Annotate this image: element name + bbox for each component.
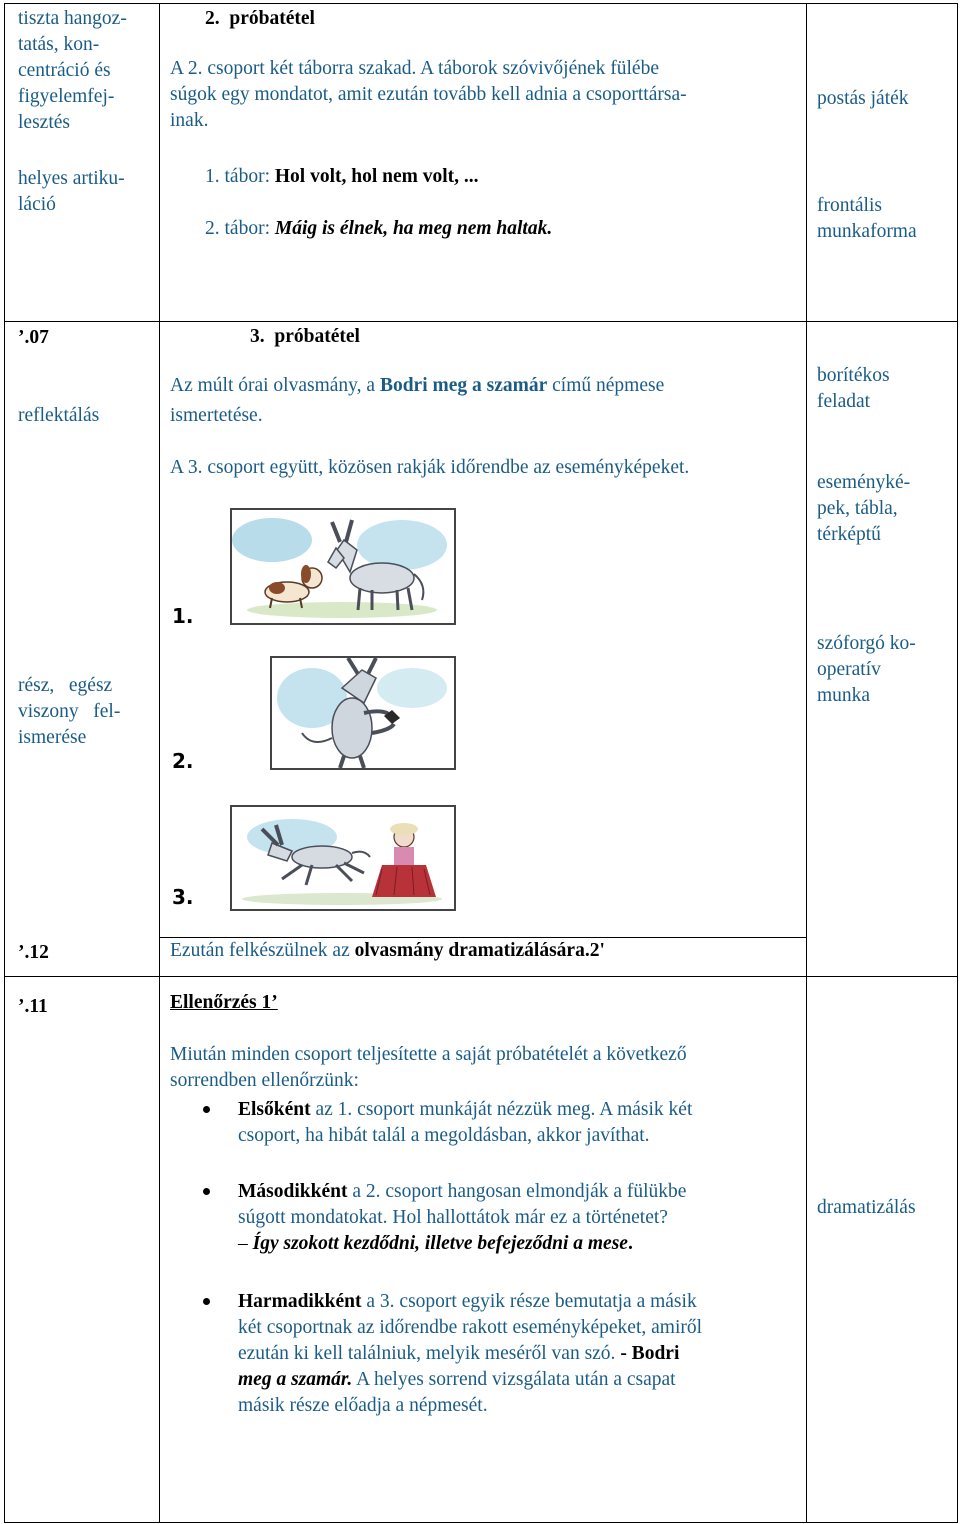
- check-heading: Ellenőrzés 1’: [170, 992, 278, 1013]
- picture-number-3: 3.: [172, 885, 194, 909]
- camp-1-sentence: 1. tábor: Hol volt, hol nem volt, ...: [205, 166, 479, 187]
- event-picture-2: [270, 656, 456, 770]
- skill-label-articulation: helyes artiku- láció: [18, 168, 125, 215]
- check-step-2: Másodikként a 2. csoport hangosan elmondják a fülükbe súgott mondatokat. Hol hallottátok már ez a történetet? – Így szokott kezdődni, illetve befejeződni a mese.: [238, 1181, 687, 1254]
- materials-list: eseményké- pek, tábla, térképtű: [817, 472, 911, 545]
- task-3-ordering-instruction: A 3. csoport együtt, közösen rakják időrendbe az eseményképeket.: [170, 457, 690, 478]
- time-label-12: ’.12: [18, 942, 49, 963]
- task-heading-3: 3. próbatétel: [250, 326, 360, 347]
- row-divider-1: [4, 321, 957, 322]
- check-intro: Miután minden csoport teljesítette a saját próbatételét a következő sorrendben ellenőrzünk:: [170, 1044, 687, 1091]
- bullet-3: [203, 1298, 210, 1305]
- bullet-2: [203, 1188, 210, 1195]
- donkey-running-girl-illustration: [232, 807, 454, 909]
- task-2-description: A 2. csoport két táborra szakad. A táborok szóvivőjének fülébe súgok egy mondatot, amit ezután tovább kell adnia a csoporttársa- inak.: [170, 58, 687, 131]
- picture-number-1: 1.: [172, 604, 194, 628]
- task-heading-2: 2. próbatétel: [205, 8, 315, 29]
- skill-label-part-whole: rész, egész viszony fel- ismerése: [18, 675, 121, 748]
- check-step-3: Harmadikként a 3. csoport egyik része bemutatja a másik két csoportnak az időrendbe rakott eseményképeket, amiről ezután ki kell találniuk, melyik meséről van szó. - Bodri meg a szamár. A helyes sorrend vizsgálata után a csapat másik része előadja a népmesét.: [238, 1291, 703, 1416]
- table-border-bottom: [4, 1522, 957, 1523]
- donkey-dancing-illustration: [272, 658, 454, 768]
- table-border-top: [4, 3, 957, 4]
- column-divider-2: [806, 3, 807, 1523]
- skill-label-reflection: reflektálás: [18, 405, 100, 426]
- method-dramatizalas: dramatizálás: [817, 1197, 916, 1218]
- table-border-right: [957, 3, 958, 1523]
- dramatization-prep-text: Ezután felkészülnek az olvasmány dramatizálására.2': [170, 940, 605, 961]
- bullet-1: [203, 1106, 210, 1113]
- method-postas-jatek: postás játék: [817, 88, 909, 109]
- time-label-11: ’.11: [18, 996, 48, 1017]
- method-boritekos-feladat: borítékos feladat: [817, 365, 890, 412]
- picture-number-2: 2.: [172, 749, 194, 773]
- table-border-left: [4, 3, 5, 1523]
- camp-2-sentence: 2. tábor: Máig is élnek, ha meg nem haltak.: [205, 218, 553, 239]
- row-divider-3: [4, 976, 957, 977]
- event-picture-1: [230, 508, 456, 625]
- event-picture-3: [230, 805, 456, 911]
- method-szoforgo: szóforgó ko- operatív munka: [817, 633, 916, 706]
- method-frontalis-munkaforma: frontális munkaforma: [817, 195, 917, 242]
- task-3-tale-intro: Az múlt órai olvasmány, a Bodri meg a szamár című népmese ismertetése.: [170, 375, 665, 426]
- skill-label-concentration: tiszta hangoz- tatás, kon- centráció és figyelemfej- lesztés: [18, 8, 127, 133]
- time-label-07: ’.07: [18, 327, 49, 348]
- check-step-1: Elsőként az 1. csoport munkáját nézzük meg. A másik két csoport, ha hibát talál a megoldásban, akkor javíthat.: [238, 1099, 693, 1146]
- column-divider-1: [159, 3, 160, 1523]
- dog-and-donkey-illustration: [232, 510, 454, 623]
